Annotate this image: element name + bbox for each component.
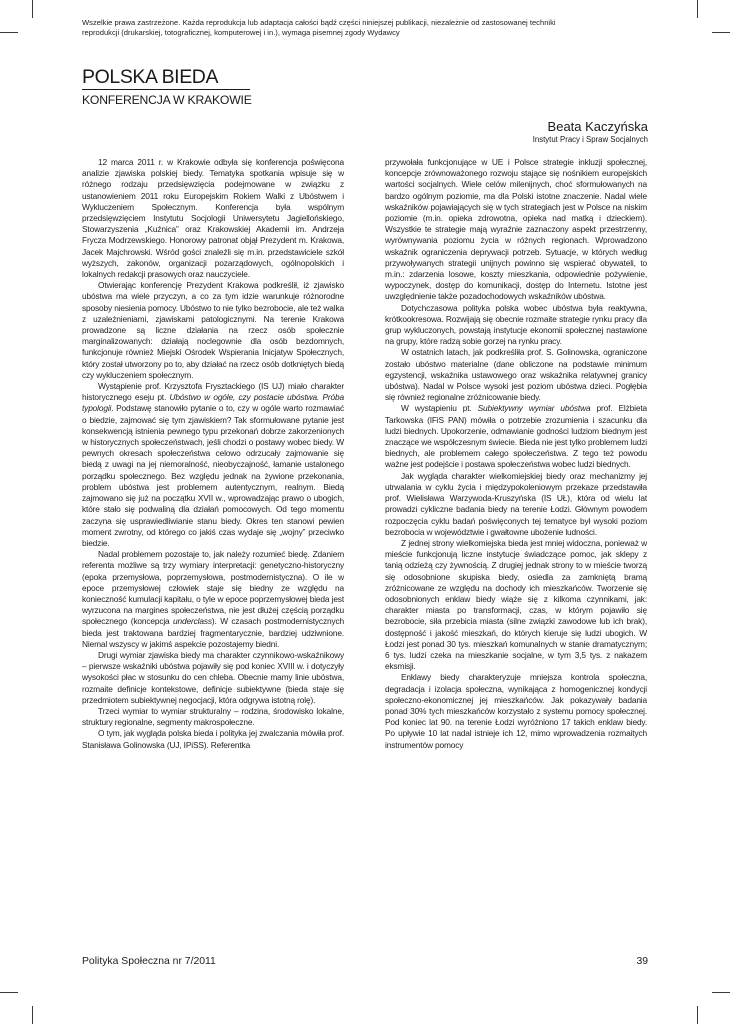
copyright-line-1: Wszelkie prawa zastrzeżone. Każda reprodukcja lub adaptacja całości bądź części niniejszej publikacji, niezależnie od zastosowanej techniki [82, 18, 556, 27]
crop-mark-right-bottom [712, 992, 730, 993]
paragraph: Z jednej strony wielkomiejska bieda jest mniej widoczna, ponieważ w mieście funkcjonują liczne instytucje świadczące pomoc, jak sklepy z tanią odzieżą czy żywnością. Z drugiej jednak strony to w mieście tworzą się odosobnione skupiska biedy, osiedla za zamkniętą bramą zróżnicowane ze względu na dochody ich mieszkańców. Tworzenie się odosobnionych enklaw biedy wiąże się z kilkoma czynnikami, jak: charakter miasta po transformacji, czas, w którym pojawiło się bezrobocie, siła przebicia miasta (silne związki zawodowe lub ich brak), dostępność i jakość mieszkań, do których kieruje się ludzi ubogich. W Łodzi jest ponad 30 tys. mieszkań komunalnych w stanie dramatycznym; 6 tys. ludzi czeka na mieszkanie socjalne, w tym 3,5 tys. z nakazem eksmisji. [385, 537, 647, 672]
right-text-column [385, 157, 647, 933]
paragraph: Enklawy biedy charakteryzuje mniejsza kontrola społeczna, degradacja i izolacja społeczna, wynikająca z homogenicznej kondycji społeczno-ekonomicznej jej mieszkańców. Jak pokazywały badania ponad 30% tych mieszkańców korzystało z systemu pomocy społecznej. Pod koniec lat 90. na terenie Łodzi wyróżniono 17 takich enklaw biedy. Po upływie 10 lat nadal istnieje ich 12, mimo wprowadzenia rozmaitych instrumentów pomocy [385, 672, 647, 750]
paragraph: Trzeci wymiar to wymiar strukturalny – rodzina, środowisko lokalne, struktury regionalne, segmenty makrospołeczne. [82, 705, 344, 728]
paragraph: przywołała funkcjonujące w UE i Polsce strategie inkluzji społecznej, koncepcje zrównoważonego rozwoju stające się nośnikiem europejskich wartości socjalnych. Wiele celów milenijnych, choć sformułowanych na bardzo ogólnym poziomie, ma dla Polski istotne znaczenie. Nadal wiele wskaźników pojawiających się w tych strategiach jest w Polsce na niskim poziomie (m.in. opieka zdrowotna, opieka nad matką i dzieckiem). Wszystkie te strategie mają wyraźnie zaznaczony aspekt przestrzenny, wyrównywania poziomu życia w różnych regionach. Wprowadzono wskaźnik ograniczenia deprywacji potrzeb. Sytuacje, w których według przywoływanych strategii unijnych powinno się wspierać obywateli, to m.in.: zdarzenia losowe, koszty mieszkania, odpowiednie pożywienie, wypoczynek, dostęp do komunikacji, dostęp do Internetu. Istotne jest uwzględnienie także pozadochodowych wskaźników ubóstwa. [385, 157, 647, 302]
article-subtitle: KONFERENCJA W KRAKOWIE [82, 93, 252, 107]
paragraph [82, 549, 344, 650]
paragraph: Otwierając konferencję Prezydent Krakowa podkreślił, iż zjawisko ubóstwa ma wiele przyczyn, a co za tym idzie warunkuje różnorodne sposoby niesienia pomocy. Ubóstwo to nie tylko bezrobocie, ale też walka z uzależnieniami, zjawiskami patologicznymi. Na terenie Krakowa prowadzone są liczne działania na rzecz osób społecznie marginalizowanych: działają noclegownie dla osób bezdomnych, funkcjonuje również Miejski Ośrodek Wspierania Inicjatyw Społecznych, który został utworzony po to, aby działać na rzecz osób dotkniętych biedą czy wykluczeniem społecznym. [82, 280, 344, 380]
copyright-notice [82, 18, 652, 38]
crop-mark-bottom-left [32, 1006, 33, 1024]
author-affiliation: Instytut Pracy i Spraw Socjalnych [532, 135, 648, 144]
crop-mark-left-bottom [0, 992, 18, 993]
paragraph: Jak wygląda charakter wielkomiejskiej biedy oraz mechanizmy jej utrwalania w cyklu życia i międzypokoleniowym przekaze przedstawiła prof. Wielisława Warzywoda-Kruszyńska (IS UŁ), która od wielu lat prowadzi cykliczne badania biedy na terenie Łodzi. Głównym powodem rozpoczęcia cyklu badań poświęconych tej tematyce był wysoki poziom bezrobocia w województwie i gwałtowne ubożenie ludności. [385, 470, 647, 537]
crop-mark-bottom-right [697, 1006, 698, 1024]
crop-mark-left-top [0, 32, 18, 33]
paragraph [82, 381, 344, 549]
page-number: 39 [636, 956, 648, 967]
paragraph: Drugi wymiar zjawiska biedy ma charakter czynnikowo-wskaźnikowy – pierwsze wskaźniki ubóstwa pojawiły się pod koniec XVIII w. i dotyczyły wysokości płac w stosunku do cen chleba. Obecnie mamy linie ubóstwa, rozmaite definicje kontekstowe, definicje subiektywne (bieda staje się przedmiotem subiektywnej negocjacji, która odgrywa istotną rolę). [82, 649, 344, 705]
paragraph-text: Wystąpienie prof. Krzysztofa Frysztackiego (IS UJ) miało charakter historycznego eseju pt. [82, 381, 344, 403]
author-name: Beata Kaczyńska [547, 119, 648, 134]
paragraph: O tym, jak wygląda polska bieda i polityka jej zwalczania mówiła prof. Stanisława Golinowska (UJ, IPiSS). Referentka [82, 728, 344, 750]
italic-title: underclass [173, 616, 212, 627]
copyright-line-2: reprodukcji (drukarskiej, totograficznej, komputerowej i in.), wymaga pisemnej zgody Wydawcy [82, 28, 400, 37]
paragraph-text: W wystąpieniu pt. [401, 403, 478, 414]
paragraph: 12 marca 2011 r. w Krakowie odbyła się konferencja poświęcona analizie zjawiska polskiej biedy. Tematyka spotkania wpisuje się w różnego rodzaju przedsięwzięcia podejmowane w związku z ustanowieniem 2011 roku Europejskim Rokiem Walki z Ubóstwem i Wykluczeniem Społecznym. Konferencja była wspólnym przedsięwzięciem Instytutu Socjologii Uniwersytetu Jagiellońskiego, Stowarzyszenia „Kuźnica” oraz Krakowskiej Akademii im. Andrzeja Frycza Modrzewskiego. Honorowy patronat objął Prezydent m. Krakowa, Jacek Majchrowski. Wśród gości znaleźli się m.in. przedstawiciele szkół wyższych, zakonów, organizacji pozarządowych, ogólnopolskich i lokalnych redakcji prasowych oraz nauczyciele. [82, 157, 344, 280]
paragraph-text: ). W czasach postmodernistycznych bieda jest traktowana bardziej fragmentarycznie, bardziej udziwnione. Niemal wszyscy w jakimś aspekcie pozostajemy biedni. [82, 616, 344, 649]
crop-mark-top-left [32, 0, 33, 18]
left-text-column [82, 157, 344, 933]
journal-footer: Polityka Społeczna nr 7/2011 [82, 956, 216, 967]
article-title: POLSKA BIEDA [82, 66, 219, 88]
paragraph: Dotychczasowa polityka polska wobec ubóstwa była reaktywna, krótkookresowa. Rozwijają się obecnie rozmaite strategie rynku pracy dla grup wykluczonych, powstają instytucje ekonomii społecznej nastawione na grupy, które radzą sobie gorzej na rynku pracy. [385, 302, 647, 347]
paragraph-text: prof. Elżbieta Tarkowska (IFiS PAN) mówiła o potrzebie zrozumienia i szacunku dla ludzi biednych. Upokorzenie, odmawianie godności ludziom biednym jest znaczące we współczesnym świecie. Bieda nie jest tylko problemem ludzi biednych, ale problemem całego społeczeństwa. Z tego też powodu ważne jest podejście i postawa społeczeństwa wobec ludzi biednych. [385, 403, 647, 470]
paragraph: W ostatnich latach, jak podkreśliła prof. S. Golinowska, ograniczone zostało ubóstwo materialne (dane obliczone na podstawie minimum egzystencji, wskaźnika ustawowego oraz wskaźnika relatywnej granicy ubóstwa). Nadal w Polsce wysoki jest poziom ubóstwa dzieci. Pogłębia się również regionalne zróżnicowanie biedy. [385, 347, 647, 403]
italic-title: Ubóstwo w ogóle, czy postacie ubóstwa. Próba typologii [82, 392, 344, 414]
paragraph [385, 403, 647, 470]
crop-mark-right-top [712, 32, 730, 33]
title-underline [82, 89, 250, 90]
paragraph-text: . Podstawę stanowiło pytanie o to, czy w ogóle warto rozmawiać o biedzie, zajmować się tym zjawiskiem? Tak sformułowane pytanie jest konsekwencją istnienia pewnego typu przekonań dobrze zakorzenionych w historycznych społeczeństwach, jeśli chodzi o postawy wobec biedy. W pewnych okresach społeczeństwa celowo odrzucały zajmowanie się biedą z uwagi na jej niemoralność, nieobyczajność, łamanie ustalonego porządku społecznego. Bez względu jednak na żywione przekonania, problem ubóstwa jest problemem autentycznym, realnym. Biedą zajmowano się już na początku XVII w., wprowadzając prawo o ubogich, które stało się podwaliną dla działań pomocowych. Od tego momentu zaczyna się usprawiedliwianie stanu biedy. Okres ten stanowi pewien moment zwrotny, od którego co jakiś czas wydaje się „wojny” przeciwko biedzie. [82, 403, 344, 548]
paragraph-text: Nadal problemem pozostaje to, jak należy rozumieć biedę. Zdaniem referenta możliwe są trzy wymiary interpretacji: genetyczno-historyczny (epoka przemysłowa, poprzemysłowa, postmodernistyczna). O ile w epoce przemysłowej człowiek staje się biedny ze względu na konieczność kumulacji kapitału, o tyle w epoce poprzemysłowej bieda jest wyrzucona na margines społeczeństwa, nie jest dłużej częścią porządku społecznego (koncepcja [82, 549, 344, 627]
italic-title: Subiektywny wymiar ubóstwa [477, 403, 591, 414]
crop-mark-top-right [697, 0, 698, 18]
